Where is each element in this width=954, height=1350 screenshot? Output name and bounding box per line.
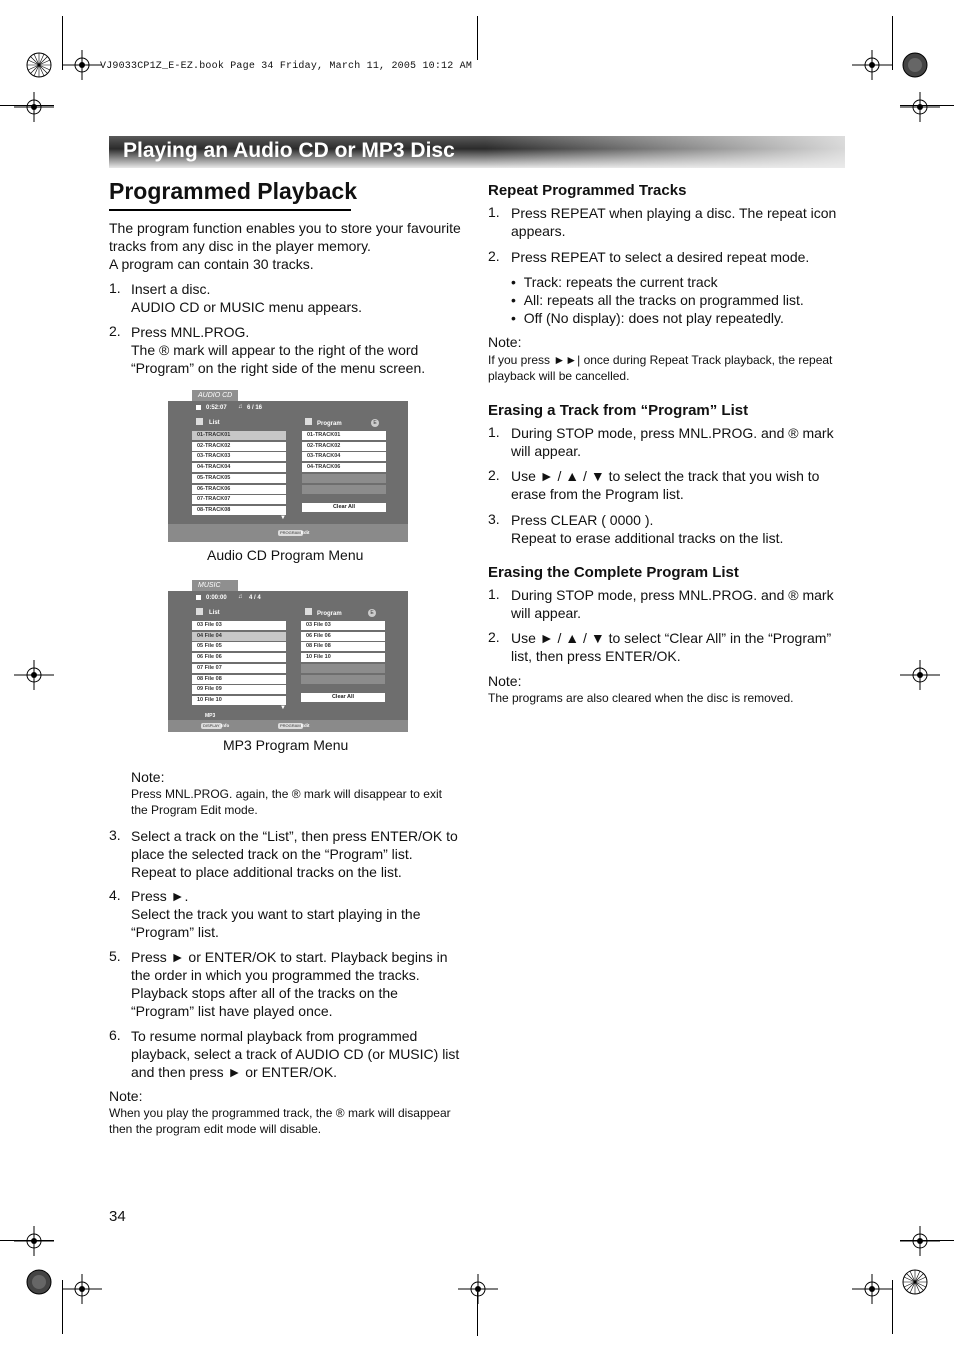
crosshair-icon [900,1226,940,1256]
crop-line [477,16,478,60]
program-icon [305,608,312,615]
page-heading: Programmed Playback [109,178,358,204]
step-number: 2. [109,323,121,339]
program-item-empty [301,675,385,684]
menu-track-count: 4 / 4 [249,595,261,601]
program-item[interactable]: 01-TRACK01 [302,431,386,440]
list-item: • Track: repeats the current track [511,274,718,290]
display-key: DISPLAY [203,723,220,728]
menu-footer [168,524,408,542]
step-number: 2. [488,467,500,483]
scroll-down-icon: ▼ [280,705,286,711]
crop-line [900,1240,954,1241]
scroll-down-icon: ▼ [280,515,286,521]
list-item[interactable]: 04-TRACK04 [192,463,286,472]
menu-time: 0:00:00 [206,595,227,601]
step-4-text: Press ►. Select the track you want to start playing in the “Program” list. [131,888,421,940]
program-item-empty [301,664,385,673]
list-item[interactable]: 08-TRACK08 [192,506,286,515]
e-badge: E [371,419,379,427]
crosshair-icon [14,660,54,690]
list-item[interactable]: 07-TRACK07 [192,495,286,504]
repeat-step-2-text: Press REPEAT to select a desired repeat mode. [511,249,810,265]
program-key: PROGRAM [280,723,301,728]
menu-track-count: 6 / 16 [247,405,263,411]
e-badge: E [368,609,376,617]
mp3-program-menu [168,582,408,732]
list-item: • Off (No display): does not play repeatedly. [511,310,784,326]
music-note-icon: ♫ [238,594,243,600]
crop-line [900,105,954,106]
step-number: 2. [488,248,500,264]
program-item[interactable]: 03-TRACK04 [302,452,386,461]
intro-paragraph: The program function enables you to store your favourite tracks from any disc in the player memory. A program can contain 30 tracks. [109,220,461,272]
registration-mark-icon [901,1268,929,1296]
list-item[interactable]: 09 File 09 [192,685,286,694]
repeat-step-1-text: Press REPEAT when playing a disc. The repeat icon appears. [511,205,837,239]
note-text: When you play the programmed track, the ® mark will disappear then the program edit mode will disable. [109,1106,451,1136]
list-icon [196,418,203,425]
step-6-text: To resume normal playback from programmed playback, select a track of AUDIO CD (or MUSIC) list and then press ► or ENTER/OK. [131,1028,460,1080]
note-text: Press MNL.PROG. again, the ® mark will disappear to exit the Program Edit mode. [131,787,442,817]
program-item[interactable]: 06 File 06 [301,632,385,641]
program-item[interactable]: 10 File 10 [301,653,385,662]
audio-menu-caption: Audio CD Program Menu [207,547,364,563]
list-item[interactable]: 03-TRACK03 [192,452,286,461]
crop-line [892,1280,893,1334]
crosshair-icon [62,1274,102,1304]
list-item[interactable]: 07 File 07 [192,664,286,673]
note-text: If you press ►►| once during Repeat Track playback, the repeat playback will be cancelled. [488,353,833,383]
crosshair-icon [458,1274,498,1304]
list-item[interactable]: 06 File 06 [192,653,286,662]
crosshair-icon [852,1274,892,1304]
step-number: 3. [488,511,500,527]
crosshair-icon [852,50,892,80]
list-icon [196,608,203,615]
mp3-menu-caption: MP3 Program Menu [223,737,349,753]
crosshair-icon [62,50,102,80]
crosshair-icon [14,92,54,122]
crop-line [62,1280,63,1334]
erase-track-step-2-text: Use ► / ▲ / ▼ to select the track that you wish to erase from the Program list. [511,468,820,502]
step-number: 2. [488,629,500,645]
step-number: 1. [109,280,121,296]
step-5-text: Press ► or ENTER/OK to start. Playback begins in the order in which you programmed the tracks. Playback stops after all of the tracks on the “Program” list have played once. [131,949,448,1019]
step-2-text: Press MNL.PROG. The ® mark will appear to the right of the word “Program” on the right side of the menu screen. [131,324,426,376]
list-label: List [209,610,220,616]
list-item[interactable]: 02-TRACK02 [192,442,286,451]
registration-mark-icon [25,1268,53,1296]
step-number: 1. [488,586,500,602]
note-heading: Note: [131,769,165,785]
crop-line [62,16,63,70]
erase-track-heading: Erasing a Track from “Program” List [488,402,749,419]
crosshair-icon [900,660,940,690]
crop-line [0,1240,54,1241]
note-text: The programs are also cleared when the disc is removed. [488,691,794,705]
music-note-icon: ♫ [238,404,243,410]
list-item[interactable]: 06-TRACK06 [192,485,286,494]
clear-all-button[interactable]: Clear All [301,693,385,702]
list-item: • All: repeats all the tracks on programmed list. [511,292,804,308]
file-info-line: VJ9033CP1Z_E-EZ.book Page 34 Friday, March 11, 2005 10:12 AM [100,61,473,72]
menu-footer [168,720,408,732]
menu-tab: AUDIO CD [192,390,238,401]
program-key: PROGRAM [280,530,301,535]
list-item[interactable]: 03 File 03 [192,621,286,630]
list-label: List [209,420,220,426]
section-title-bar [109,136,845,168]
crop-line [892,16,893,70]
erase-all-step-2-text: Use ► / ▲ / ▼ to select “Clear All” in the “Program” list, then press ENTER/OK. [511,630,832,664]
step-number: 3. [109,827,121,843]
step-1-text: Insert a disc. AUDIO CD or MUSIC menu appears. [131,281,363,315]
page-number: 34 [109,1208,126,1225]
step-number: 5. [109,948,121,964]
registration-mark-icon [901,51,929,79]
crop-line [0,105,54,106]
erase-all-step-1-text: During STOP mode, press MNL.PROG. and ® mark will appear. [511,587,834,621]
heading-underline [109,209,351,211]
list-item[interactable]: 08 File 08 [192,675,286,684]
crop-line [477,1292,478,1336]
note-heading: Note: [488,334,522,350]
step-number: 1. [488,204,500,220]
crosshair-icon [900,92,940,122]
note-heading: Note: [488,673,522,689]
program-icon [305,418,312,425]
erase-track-step-3-text: Press CLEAR ( 0000 ). Repeat to erase additional tracks on the list. [511,512,784,546]
program-item-empty [302,474,386,483]
program-item[interactable]: 08 File 08 [301,642,385,651]
menu-tab: MUSIC [192,580,238,591]
footer-edit-label: Edit [301,530,310,535]
footer-edit-label: Edit [301,723,310,728]
crosshair-icon [14,1226,54,1256]
list-item[interactable]: 04 File 04 [192,632,286,641]
step-3-text: Select a track on the “List”, then press ENTER/OK to place the selected track on the “Program” list. Repeat to place additional tracks on the list. [131,828,458,880]
step-number: 4. [109,887,121,903]
registration-mark-icon [25,51,53,79]
section-title: Playing an Audio CD or MP3 Disc [123,139,455,162]
program-item[interactable]: 04-TRACK06 [302,463,386,472]
list-item[interactable]: 10 File 10 [192,696,286,705]
program-label: Program [317,421,342,427]
step-number: 1. [488,424,500,440]
list-item[interactable]: 05 File 05 [192,642,286,651]
list-item[interactable]: 01-TRACK01 [192,431,286,440]
program-label: Program [317,611,342,617]
footer-info-label: Info [221,723,230,728]
note-heading: Note: [109,1088,143,1104]
mp3-label: MP3 [205,713,216,719]
stop-icon [196,405,201,410]
erase-all-heading: Erasing the Complete Program List [488,564,739,581]
repeat-heading: Repeat Programmed Tracks [488,182,687,199]
menu-time: 0:52:07 [206,405,227,411]
program-item-empty [302,485,386,494]
step-number: 6. [109,1027,121,1043]
audio-cd-program-menu [168,392,408,542]
stop-icon [196,595,201,600]
program-item[interactable]: 02-TRACK02 [302,442,386,451]
program-item[interactable]: 03 File 03 [301,621,385,630]
clear-all-button[interactable]: Clear All [302,503,386,512]
bullet-list [511,273,851,327]
list-item[interactable]: 05-TRACK05 [192,474,286,483]
erase-track-step-1-text: During STOP mode, press MNL.PROG. and ® mark will appear. [511,425,834,459]
